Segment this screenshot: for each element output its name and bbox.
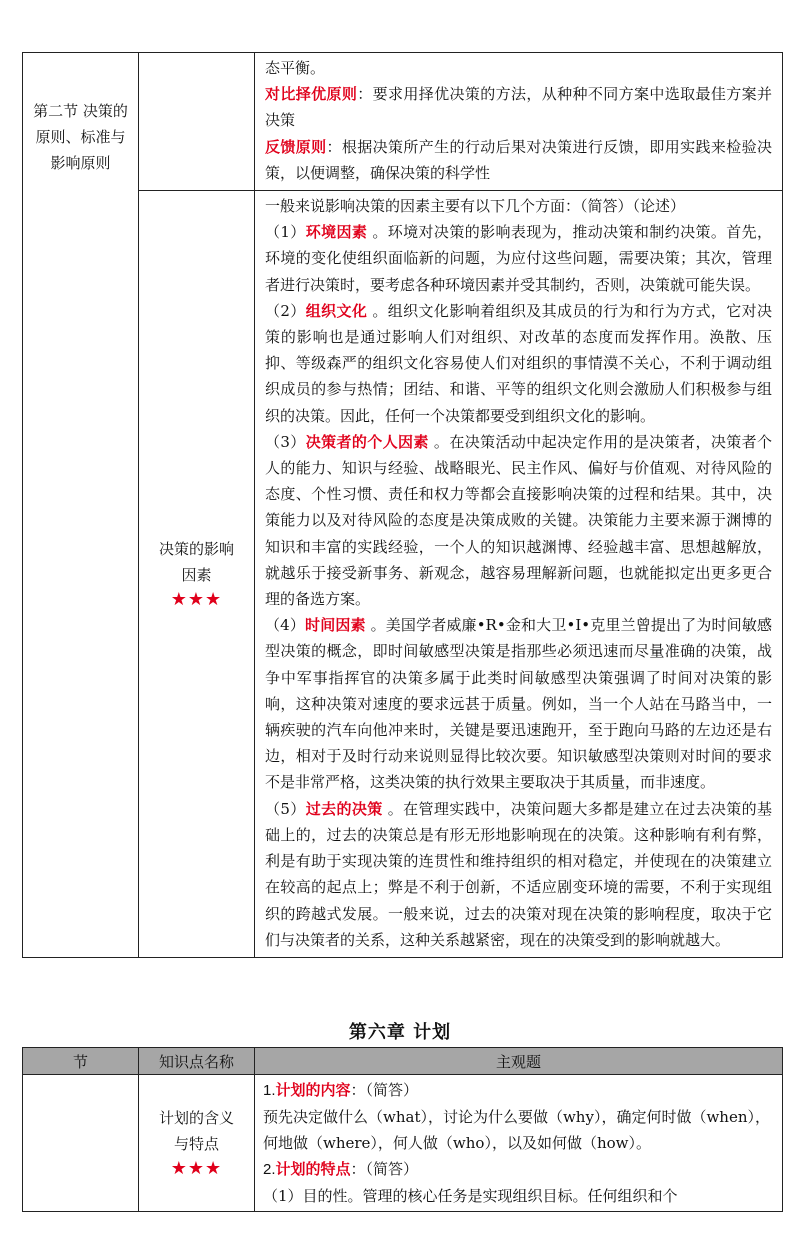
factor-title: 时间因素: [305, 616, 366, 635]
paragraph: [265, 81, 772, 133]
factor-text: 。在决策活动中起决定作用的是决策者，决策者个人的能力、知识与经验、战略眼光、民主作风、偏好与价值观、对待风险的态度、个性习惯、责任和权力等都会直接影响决策的过程和结果。其中，决策能力以及对待风险的态度是决策成败的关键。决策能力主要来源于渊博的知识和丰富的实践经验，一个人的知识越渊博、经验越丰富、思想越解放，就越乐于接受新事务、新观念，越容易理解新问题，也就能拟定出更多更合理的备选方案。: [265, 432, 772, 609]
paragraph: [265, 298, 772, 429]
item-number: （2）: [265, 301, 306, 320]
principle-text: ：根据决策所产生的行动后果对决策进行反馈，即用实践来检验决 策，以便调整，确保决策的科学性: [265, 137, 772, 182]
paragraph: （1）目的性。管理的核心任务是实现组织目标。任何组织和个: [263, 1187, 678, 1205]
factor-title: 决策者的个人因素: [305, 432, 429, 451]
knowledge-table-chapter6: [22, 1047, 783, 1212]
knowledge-name-cell: [139, 1075, 255, 1212]
item-number: 1.: [263, 1082, 276, 1099]
paragraph: [265, 612, 772, 795]
paragraph: [265, 429, 772, 612]
section-cell: [23, 1075, 139, 1212]
content-cell: [255, 191, 783, 958]
item-tag: ：（简答）: [350, 1081, 419, 1099]
factor-title: 过去的决策: [305, 799, 383, 818]
item-number: （1）: [265, 223, 306, 242]
item-tag: ：（简答）: [350, 1160, 419, 1178]
item-number: （3）: [265, 432, 306, 451]
paragraph: [265, 219, 772, 298]
paragraph: [265, 134, 772, 186]
section-cell: [23, 53, 139, 958]
knowledge-name: 计划的含义与特点: [158, 1109, 234, 1153]
content-cell: [255, 53, 783, 191]
factor-text: 。组织文化影响着组织及其成员的行为和行为方式，它对决策的影响也是通过影响人们对组织、对改革的态度而发挥作用。涣散、压抑、等级森严的组织文化容易使人们对组织的事情漠不关心，不利于调动组织成员的参与热情；团结、和谐、平等的组织文化则会激励人们积极参与组织的决策。因此，任何一个决策都要受到组织文化的影响。: [265, 301, 772, 425]
item-number: （5）: [265, 799, 306, 818]
paragraph: 态平衡。: [265, 59, 326, 77]
paragraph: 一般来说影响决策的因素主要有以下几个方面：（简答）（论述）: [265, 197, 686, 216]
factor-text: 。在管理实践中，决策问题大多都是建立在过去决策的基础上的，过去的决策总是有形无形地影响现在的决策。这种影响有利有弊，利是有助于实现决策的连贯性和维持组织的相对稳定，并使现在的决策建立在较高的起点上；弊是不利于创新，不适应剧变环境的需要，不利于实现组织的跨越式发展。一般来说，过去的决策对现在决策的影响程度，取决于它们与决策者的关系，这种关系越紧密，现在的决策受到的影响就越大。: [265, 799, 772, 949]
column-header-knowledge: 知识点名称: [139, 1048, 255, 1075]
principle-text: ：要求用择优决策的方法，从种种不同方案中选取最佳方案并决策: [265, 85, 772, 130]
item-title: 计划的内容: [275, 1081, 351, 1099]
paragraph: [263, 1077, 774, 1104]
factor-title: 组织文化: [305, 301, 368, 320]
principle-title: 反馈原则: [265, 137, 327, 156]
column-header-subjective: 主观题: [255, 1048, 783, 1075]
column-header-section: 节: [23, 1048, 139, 1075]
factor-text: 。环境对决策的影响表现为，推动决策和制约决策。首先，环境的变化使组织面临新的问题，为应付这些问题，需要决策；其次，管理者进行决策时，要考虑各种环境因素并受其制约，否则，决策就可能失误。: [265, 223, 772, 294]
item-title: 计划的特点: [275, 1160, 351, 1178]
knowledge-name: 决策的影响因素: [158, 539, 234, 584]
knowledge-table-chapter5: [22, 52, 783, 958]
paragraph: 预先决定做什么（what），讨论为什么要做（why），确定何时做（when），何地做（where），何人做（who），以及如何做（how）。: [263, 1108, 770, 1152]
factor-text: 。美国学者威廉•R•金和大卫•I•克里兰曾提出了为时间敏感型决策的概念，即时间敏感型决策是指那些必须迅速而尽量准确的决策，战争中军事指挥官的决策多属于此类时间敏感型决策强调了时间对决策的影响，这种决策对速度的要求远甚于质量。例如，当一个人站在马路当中，一辆疾驶的汽车向他冲来时，关键是要迅速跑开，至于跑向马路的左边还是右边，相对于及时行动来说则显得比较次要。知识敏感型决策则对时间的要求不是非常严格，这类决策的执行效果主要取决于其质量，而非速度。: [265, 616, 772, 792]
rating-stars: ★★★: [170, 1158, 223, 1179]
rating-stars: ★★★: [170, 588, 223, 610]
factor-title: 环境因素: [305, 223, 368, 242]
paragraph: [263, 1156, 774, 1183]
table-header-row: [23, 1048, 783, 1075]
table-row: [23, 53, 783, 191]
paragraph: [265, 796, 772, 953]
section-label: 第二节 决策的原则、标准与影响原则: [33, 102, 128, 172]
item-number: 2.: [263, 1161, 276, 1178]
table-row: [23, 1075, 783, 1212]
principle-title: 对比择优原则: [265, 85, 358, 104]
knowledge-name-cell: [139, 191, 255, 958]
knowledge-name-cell: [139, 53, 255, 191]
chapter-title: 第六章 计划: [348, 1022, 452, 1043]
item-number: （4）: [265, 616, 306, 635]
content-cell: [255, 1075, 783, 1212]
